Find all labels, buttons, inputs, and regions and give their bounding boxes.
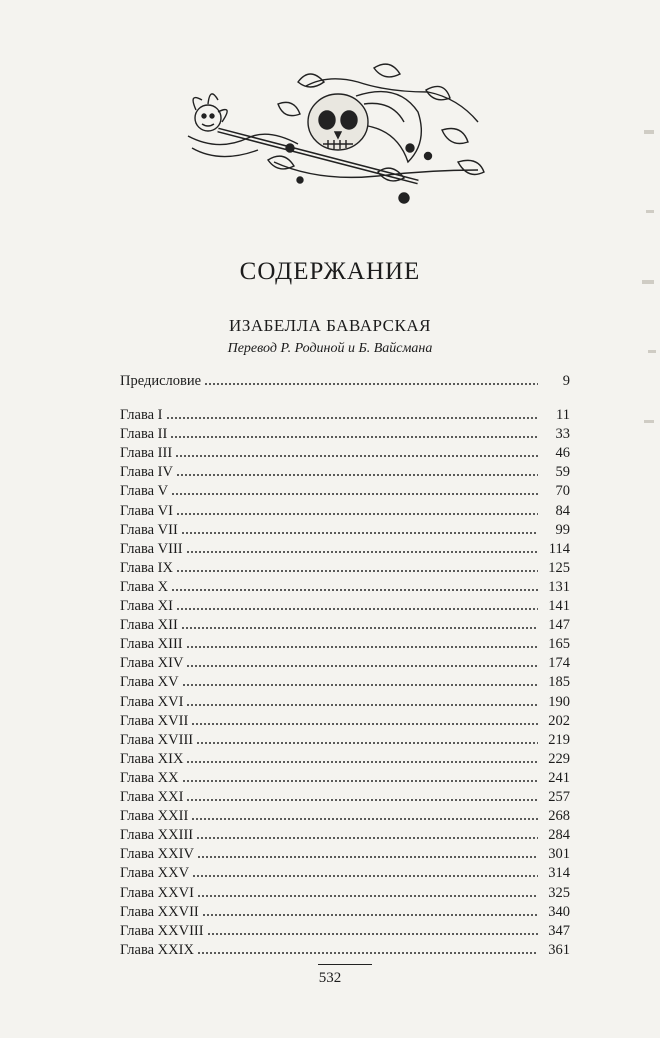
- dot-leader: [191, 722, 538, 726]
- toc-entry-label: Глава XII: [120, 617, 178, 634]
- toc-entry-label: Глава XIX: [120, 750, 184, 767]
- dot-leader: [171, 492, 538, 496]
- toc-entry-page: 219: [548, 731, 570, 748]
- dot-leader: [176, 569, 538, 573]
- toc-entry-page: 257: [548, 789, 570, 805]
- toc-entry-chapter[interactable]: [120, 731, 570, 749]
- toc-entry-page: 361: [548, 941, 570, 958]
- toc-entry-chapter[interactable]: [120, 463, 570, 481]
- toc-entry-chapter[interactable]: [120, 654, 570, 672]
- dot-leader: [186, 703, 538, 707]
- dot-leader: [176, 473, 538, 477]
- toc-entry-label: Глава XXVI: [120, 884, 194, 901]
- toc-entry-chapter[interactable]: [120, 406, 570, 424]
- toc-entry-chapter[interactable]: [120, 807, 570, 825]
- dot-leader: [171, 588, 538, 592]
- toc-entry-page: 99: [555, 521, 570, 538]
- toc-entry-page: 165: [548, 636, 570, 653]
- toc-entry-preface[interactable]: [120, 372, 570, 390]
- dot-leader: [186, 798, 538, 802]
- dot-leader: [181, 626, 538, 630]
- toc-entry-chapter[interactable]: [120, 616, 570, 634]
- toc-entry-label: Глава I: [120, 407, 163, 423]
- toc-entry-page: 70: [555, 483, 570, 500]
- toc-entry-chapter[interactable]: [120, 750, 570, 768]
- toc-entry-label: Глава XXIV: [120, 846, 194, 863]
- toc-entry-label: Глава VIII: [120, 540, 183, 557]
- dot-leader: [176, 512, 538, 516]
- dot-leader: [197, 894, 538, 898]
- toc-entry-page: 268: [548, 808, 570, 825]
- skull-scepter-vignette-icon: [178, 52, 508, 212]
- dot-leader: [186, 645, 538, 649]
- page-title: СОДЕРЖАНИЕ: [239, 258, 421, 285]
- toc-entry-chapter[interactable]: [120, 903, 570, 921]
- toc-entry-label: Глава XXVIII: [120, 922, 204, 939]
- toc-entry-label: Глава VI: [120, 502, 173, 519]
- dot-leader: [175, 454, 538, 458]
- toc-entry-chapter[interactable]: [120, 826, 570, 844]
- toc-entry-label: Глава XVII: [120, 712, 189, 729]
- toc-entry-page: 241: [548, 769, 570, 786]
- toc-entry-chapter[interactable]: [120, 941, 570, 959]
- dot-leader: [186, 664, 538, 668]
- toc-entry-chapter[interactable]: [120, 559, 570, 577]
- toc-entry-page: 33: [555, 426, 570, 443]
- dot-leader: [181, 531, 538, 535]
- toc-entry-page: 141: [548, 598, 570, 614]
- toc-entry-label: Глава XXVII: [120, 903, 199, 920]
- toc-entry-page: 229: [548, 750, 570, 767]
- dot-leader: [166, 416, 538, 420]
- toc-entry-label: Глава II: [120, 426, 168, 443]
- toc-entry-page: 325: [548, 884, 570, 901]
- toc-entry-chapter[interactable]: [120, 788, 570, 806]
- toc-entry-page: 284: [548, 827, 570, 844]
- toc-entry-page: 59: [555, 464, 570, 481]
- toc-entry-chapter[interactable]: [120, 693, 570, 711]
- toc-entry-label: Глава XV: [120, 674, 179, 691]
- dot-leader: [196, 741, 538, 745]
- toc-entry-chapter[interactable]: [120, 864, 570, 882]
- dot-leader: [196, 836, 538, 840]
- dot-leader: [182, 683, 538, 687]
- dot-leader: [207, 932, 538, 936]
- toc-entry-page: 11: [556, 407, 570, 423]
- toc-entry-label: Глава X: [120, 578, 169, 595]
- dot-leader: [197, 951, 538, 955]
- toc-entry-chapter[interactable]: [120, 635, 570, 653]
- toc-entry-chapter[interactable]: [120, 425, 570, 443]
- toc-entry-chapter[interactable]: [120, 922, 570, 940]
- dot-leader: [191, 817, 538, 821]
- toc-entry-page: 174: [548, 655, 570, 672]
- toc-entry-label: Глава XXII: [120, 808, 189, 825]
- toc-entry-page: 190: [548, 693, 570, 710]
- toc-entry-label: Предисловие: [120, 373, 202, 389]
- toc-entry-chapter[interactable]: [120, 444, 570, 462]
- toc-entry-label: Глава XXI: [120, 789, 184, 805]
- toc-entry-page: 46: [555, 445, 570, 462]
- toc-entry-chapter[interactable]: [120, 769, 570, 787]
- toc-entry-label: Глава XVI: [120, 693, 184, 710]
- toc-entry-label: Глава XXV: [120, 865, 190, 882]
- toc-entry-chapter[interactable]: [120, 712, 570, 730]
- toc-entry-label: Глава V: [120, 483, 169, 500]
- dot-leader: [186, 760, 538, 764]
- toc-entry-label: Глава XIII: [120, 636, 183, 653]
- toc-entry-chapter[interactable]: [120, 845, 570, 863]
- dot-leader: [182, 779, 538, 783]
- toc-entry-chapter[interactable]: [120, 502, 570, 520]
- toc-entry-label: Глава VII: [120, 521, 178, 538]
- toc-entry-page: 114: [548, 540, 570, 557]
- toc-entry-label: Глава XXIII: [120, 827, 194, 844]
- toc-entry-page: 84: [555, 502, 570, 519]
- toc-entry-chapter[interactable]: [120, 482, 570, 500]
- work-title: ИЗАБЕЛЛА БАВАРСКАЯ: [229, 316, 431, 335]
- toc-entry-page: 202: [548, 712, 570, 729]
- toc-entry-page: 131: [548, 578, 570, 595]
- toc-entry-chapter[interactable]: [120, 884, 570, 902]
- toc-entry-chapter[interactable]: [120, 597, 570, 615]
- toc-entry-page: 185: [548, 674, 570, 691]
- dot-leader: [176, 607, 538, 611]
- toc-entry-label: Глава XVIII: [120, 731, 194, 748]
- toc-entry-label: Глава XIV: [120, 655, 184, 672]
- toc-entry-page: 340: [548, 903, 570, 920]
- dot-leader: [192, 874, 538, 878]
- toc-entry-label: Глава XX: [120, 769, 179, 786]
- toc-entry-page: 9: [562, 373, 570, 389]
- dot-leader: [186, 550, 538, 554]
- toc-entry-page: 147: [548, 617, 570, 634]
- toc-entry-page: 347: [548, 922, 570, 939]
- toc-entry-page: 125: [548, 559, 570, 576]
- toc-entry-chapter[interactable]: [120, 521, 570, 539]
- dot-leader: [204, 382, 538, 386]
- toc-entry-page: 314: [548, 865, 570, 882]
- translator-credit: Перевод Р. Родиной и Б. Вайсмана: [227, 341, 433, 356]
- toc-entry-chapter[interactable]: [120, 673, 570, 691]
- dot-leader: [202, 913, 538, 917]
- toc-entry-chapter[interactable]: [120, 540, 570, 558]
- dot-leader: [197, 855, 538, 859]
- toc-entry-label: Глава III: [120, 445, 173, 462]
- bleed-through-marks: [636, 120, 660, 500]
- folio-rule: [318, 964, 372, 965]
- toc-entry-label: Глава IV: [120, 464, 173, 481]
- toc-entry-label: Глава IX: [120, 559, 173, 576]
- page-number: 532: [318, 970, 342, 986]
- toc-entry-label: Глава XXIX: [120, 941, 194, 958]
- dot-leader: [170, 435, 538, 439]
- toc-entry-label: Глава XI: [120, 598, 173, 614]
- toc-entry-page: 301: [548, 846, 570, 863]
- toc-entry-chapter[interactable]: [120, 578, 570, 596]
